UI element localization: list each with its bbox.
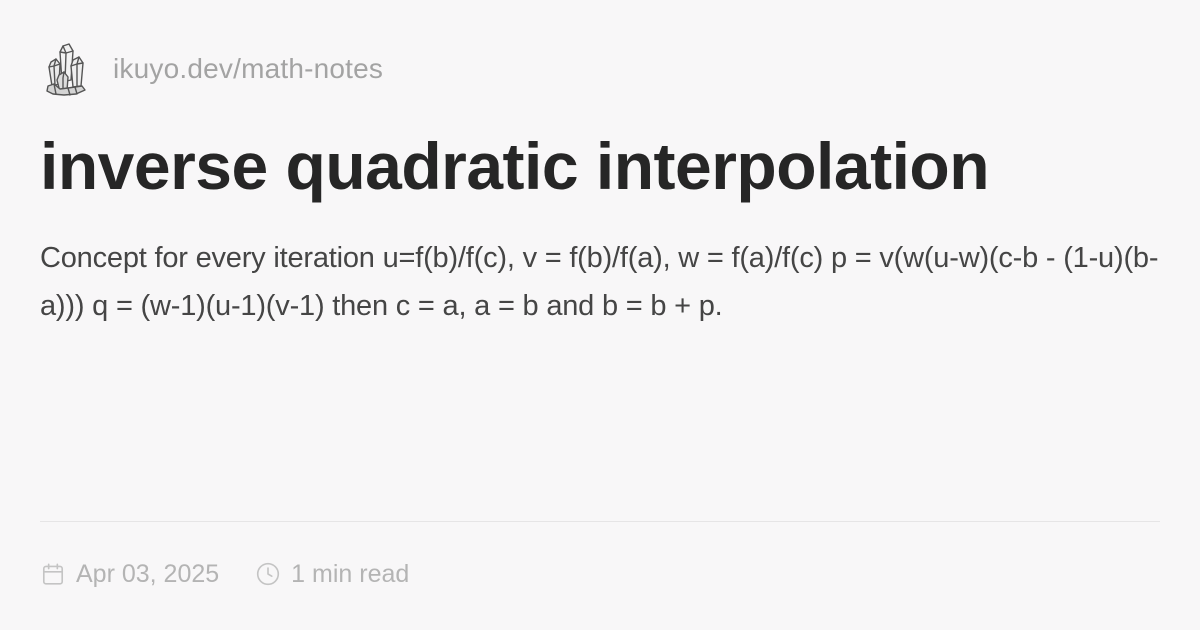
crystal-cluster-icon: [46, 42, 86, 96]
read-time-text: 1 min read: [291, 559, 410, 588]
article-description: Concept for every iteration u=f(b)/f(c), v = f(b)/f(a), w = f(a)/f(c) p = v(w(u-w)(c-b - (1-u)(b-a))) q = (w-1)(u-1)(v-1) then c = a, a = b and b = b + p.: [40, 242, 1159, 322]
article-meta: [40, 554, 409, 594]
publish-date: [40, 560, 219, 589]
read-time: [255, 560, 409, 589]
site-header: [46, 42, 383, 96]
calendar-icon: [40, 561, 66, 587]
date-text: Apr 03, 2025: [76, 559, 220, 588]
divider: [40, 521, 1160, 522]
site-url[interactable]: ikuyo.dev/math-notes: [113, 53, 384, 84]
page-title: inverse quadratic interpolation: [40, 129, 990, 203]
clock-icon: [255, 561, 281, 587]
